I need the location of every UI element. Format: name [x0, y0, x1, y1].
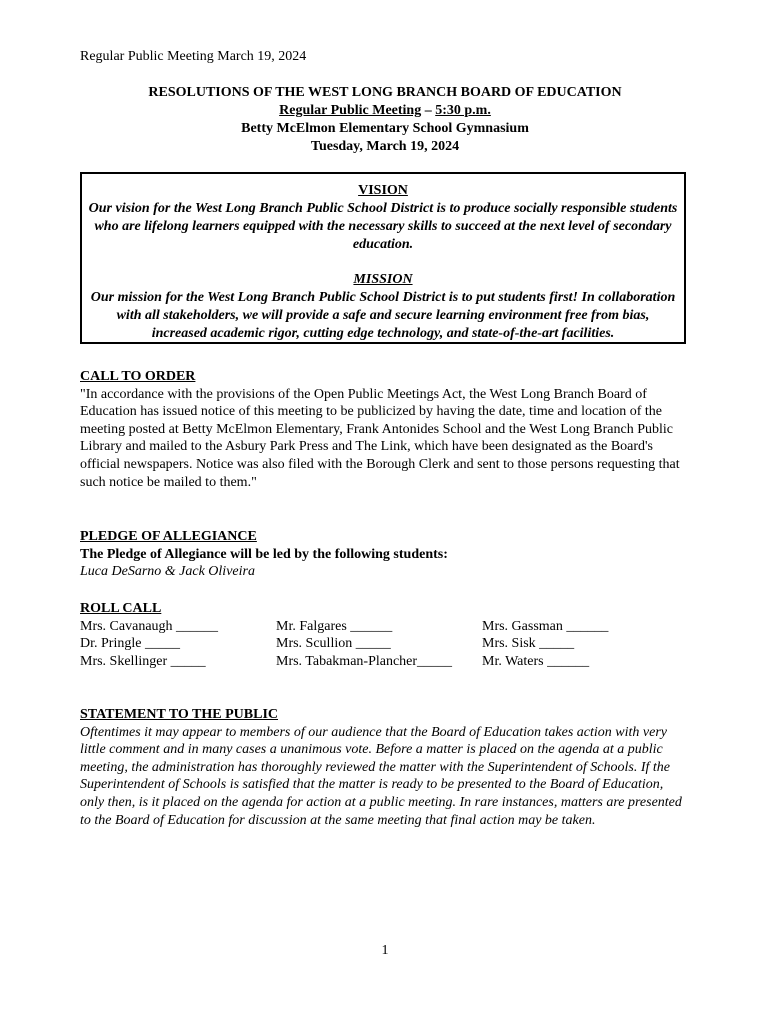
meeting-location: Betty McElmon Elementary School Gymnasium — [241, 121, 529, 136]
meeting-type-line — [80, 102, 690, 120]
roll-call-member: Dr. Pringle _____ — [80, 636, 180, 652]
page-number: 1 — [381, 943, 389, 958]
title-dash: – — [421, 103, 436, 118]
roll-call-member: Mrs. Sisk _____ — [482, 636, 575, 652]
roll-call-member: Mr. Waters ______ — [482, 653, 590, 669]
roll-call-member: Mrs. Cavanaugh ______ — [80, 618, 219, 634]
pledge-subheading: The Pledge of Allegiance will be led by the following students: — [80, 546, 448, 562]
document-title: RESOLUTIONS OF THE WEST LONG BRANCH BOARD OF EDUCATION — [148, 85, 622, 100]
roll-call-member: Mr. Falgares ______ — [276, 618, 393, 634]
meeting-type: Regular Public Meeting — [279, 103, 422, 118]
document-page — [80, 0, 690, 1024]
call-to-order-section — [80, 368, 690, 491]
mission-text: Our mission for the West Long Branch Public School District is to put students first! In collaboration with all stakeholders, we will provide a safe and secure learning environment free from bias, increased academic rigor, cutting edge technology, and state-of-the-art facilities. — [90, 290, 676, 341]
statement-heading: STATEMENT TO THE PUBLIC — [80, 707, 279, 722]
meeting-time: 5:30 p.m. — [435, 103, 491, 118]
roll-call-member: Mrs. Tabakman-Plancher_____ — [276, 653, 453, 669]
mission-heading: MISSION — [353, 272, 413, 287]
roll-call-grid — [80, 618, 690, 671]
call-to-order-heading: CALL TO ORDER — [80, 369, 196, 384]
pledge-students: Luca DeSarno & Jack Oliveira — [80, 564, 255, 580]
running-header: Regular Public Meeting March 19, 2024 — [80, 49, 307, 64]
roll-call-heading: ROLL CALL — [80, 601, 162, 616]
title-block — [80, 84, 690, 156]
statement-text: Oftentimes it may appear to members of our audience that the Board of Education takes action with very little comment and in many cases a unanimous vote. Before a matter is placed on the agenda at a public meeting, the administration has thoroughly reviewed the matter with the Superintendent of Schools. If the Superintendent of Schools is satisfied that the matter is ready to be presented to the Board of Education, only then, is it placed on the agenda for action at a public meeting. In rare instances, matters are presented to the Board of Education for discussion at the same meeting that final action may be taken. — [80, 724, 682, 828]
meeting-date: Tuesday, March 19, 2024 — [310, 139, 460, 154]
vision-text: Our vision for the West Long Branch Public School District is to produce socially responsible students who are lifelong learners equipped with the necessary skills to succeed at the next level of secondary education. — [88, 201, 678, 252]
call-to-order-text: "In accordance with the provisions of the Open Public Meetings Act, the West Long Branch Board of Education has issued notice of this meeting to be publicized by having the date, time and location of the meeting posted at Betty McElmon Elementary, Frank Antonides School and the West Long Branch Public Library and mailed to the Asbury Park Press and The Link, which have been designated as the Board's official newspapers. Notice was also filed with the Borough Clerk and sent to those persons requesting that such notice be mailed to them." — [80, 386, 680, 490]
statement-section — [80, 706, 690, 829]
vision-mission-box — [80, 172, 686, 344]
pledge-heading: PLEDGE OF ALLEGIANCE — [80, 529, 257, 544]
roll-call-member: Mrs. Skellinger _____ — [80, 653, 206, 669]
roll-call-member: Mrs. Gassman ______ — [482, 618, 609, 634]
roll-call-section — [80, 600, 690, 670]
pledge-section — [80, 528, 690, 581]
vision-heading: VISION — [358, 183, 408, 198]
roll-call-member: Mrs. Scullion _____ — [276, 636, 391, 652]
